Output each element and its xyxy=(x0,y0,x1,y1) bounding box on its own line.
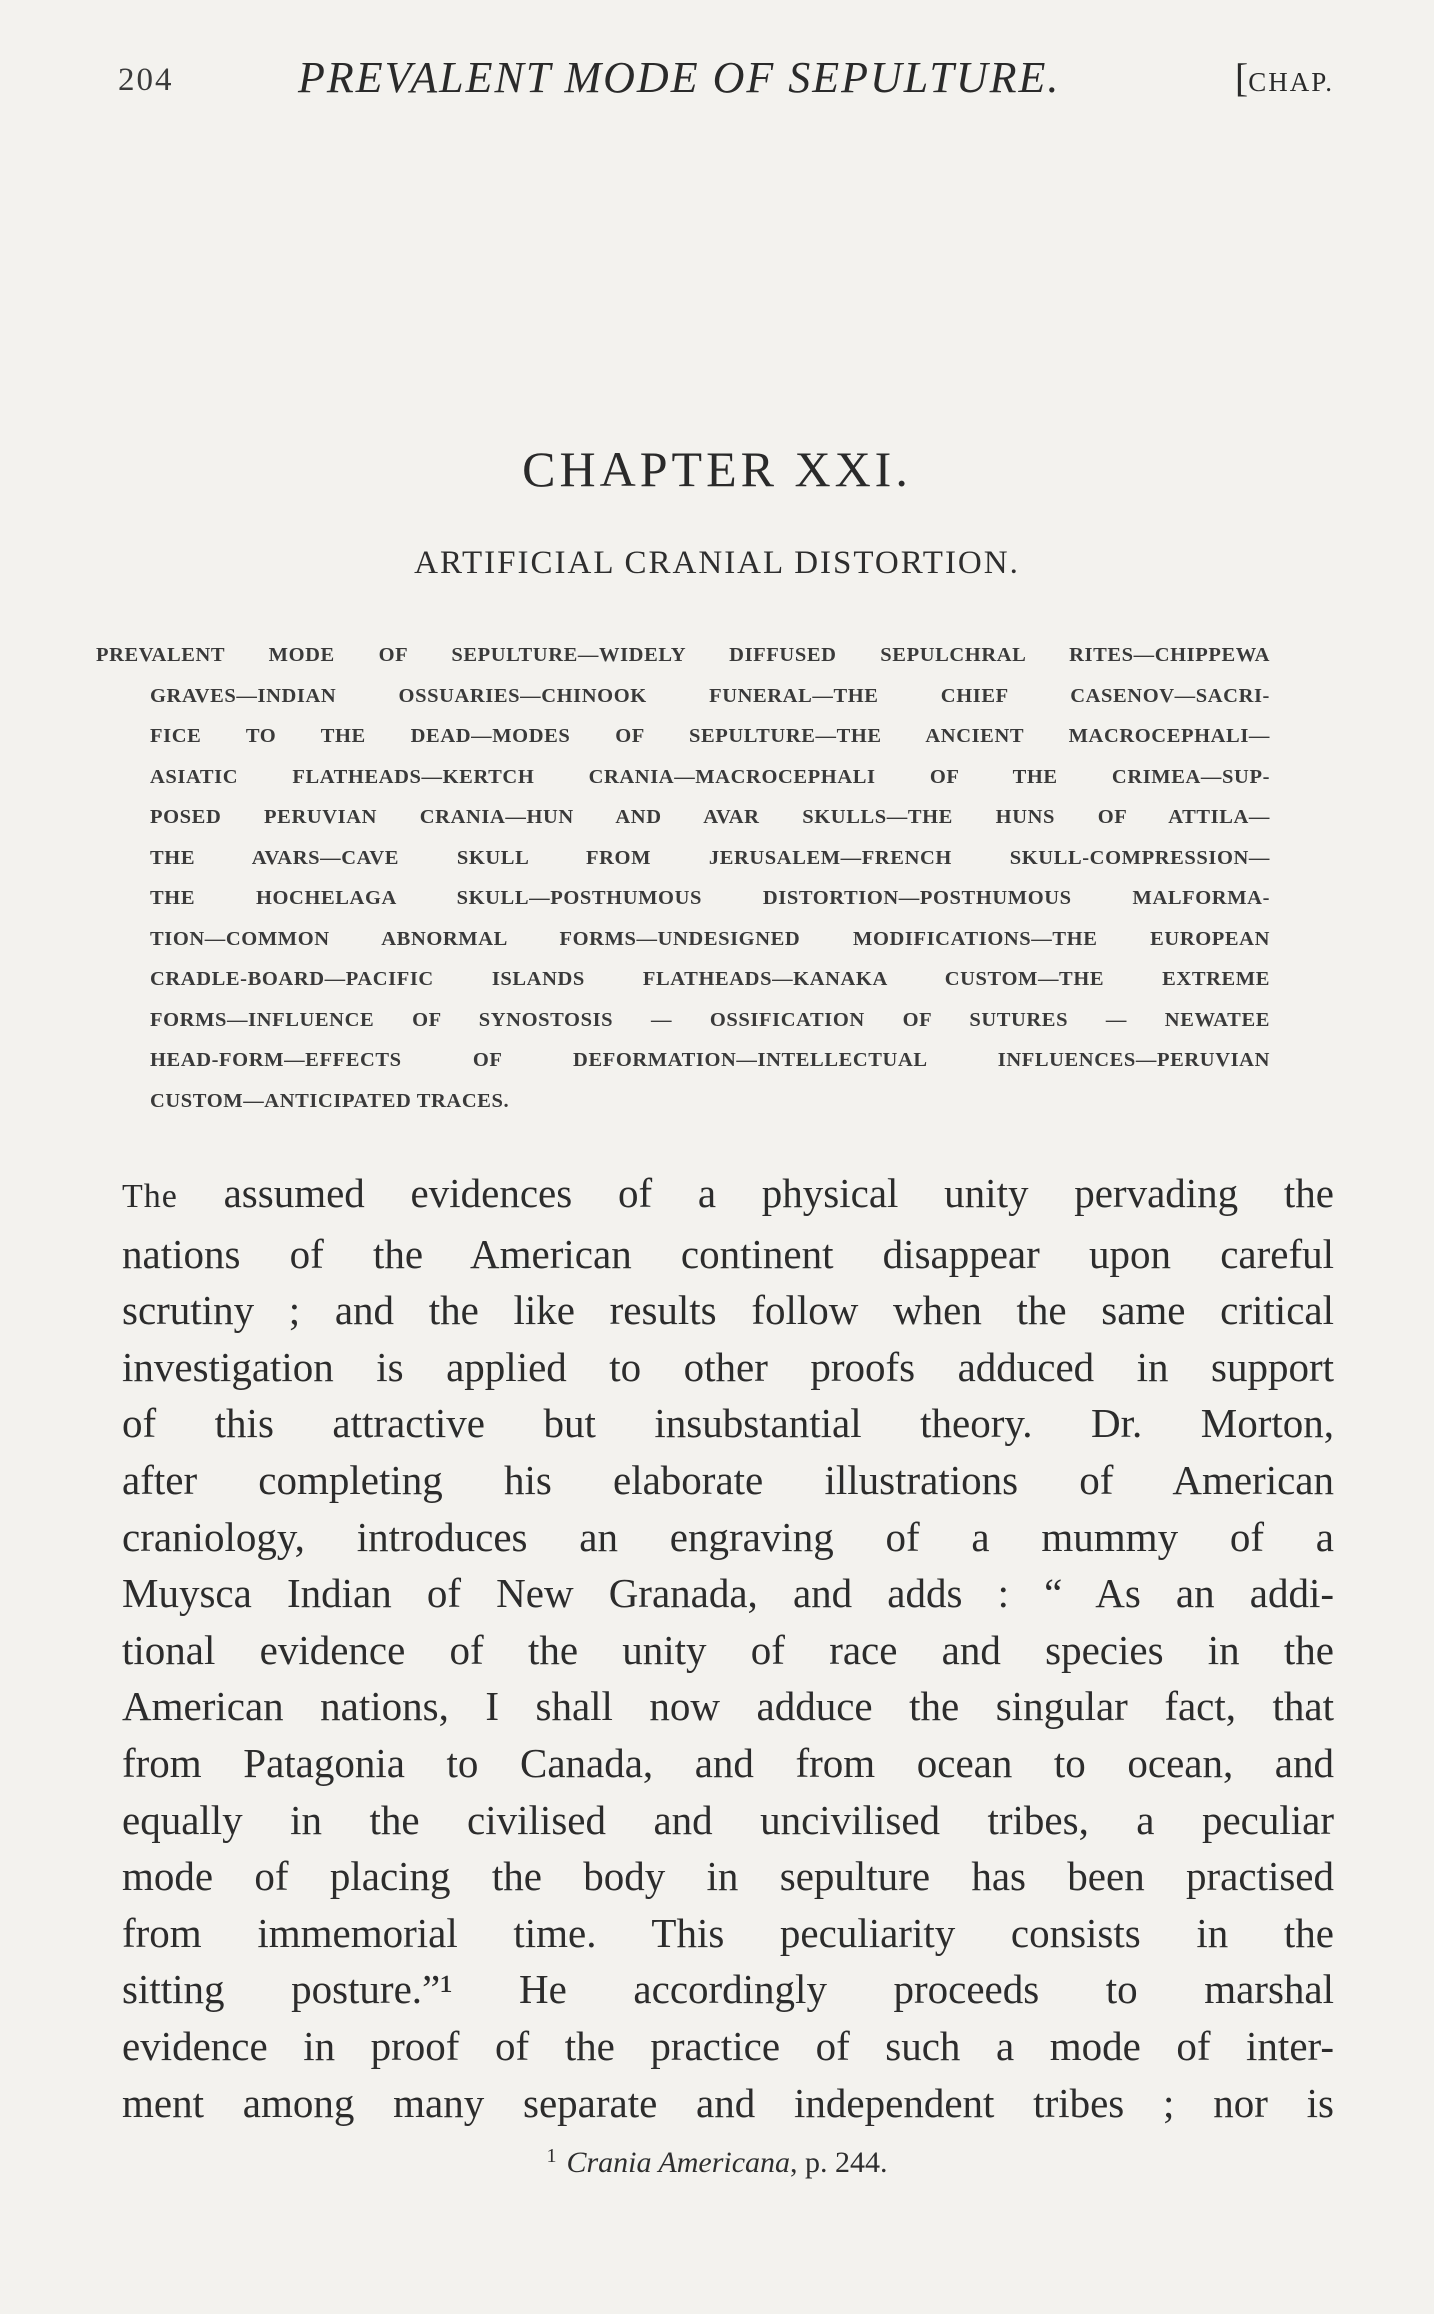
body-line: evidence in proof of the practice of such a mode of inter- xyxy=(122,2022,1334,2069)
running-title: PREVALENT MODE OF SEPULTURE. xyxy=(298,53,1061,102)
footnote-text: , p. 244. xyxy=(790,2146,888,2179)
body-line: investigation is applied to other proofs adduced in support xyxy=(122,1343,1334,1390)
drop-word: The xyxy=(122,1178,178,1215)
body-line: after completing his elaborate illustrations of American xyxy=(122,1456,1334,1503)
synopsis-line: THE AVARS—CAVE SKULL FROM JERUSALEM—FRENCH SKULL-COMPRESSION— xyxy=(150,846,1270,869)
synopsis-line: HEAD-FORM—EFFECTS OF DEFORMATION—INTELLECTUAL INFLUENCES—PERUVIAN xyxy=(150,1049,1270,1071)
body-line-text: assumed evidences of a physical unity pervading the xyxy=(177,1170,1334,1216)
body-line: American nations, I shall now adduce the singular fact, that xyxy=(122,1683,1334,1730)
footnote-title: Crania Americana xyxy=(566,2146,791,2179)
body-line xyxy=(122,1165,1334,1226)
chap-bracket: [ xyxy=(1234,55,1249,100)
body-paragraph xyxy=(122,1165,1334,2131)
body-line: from immemorial time. This peculiarity consists in the xyxy=(122,1909,1334,1956)
body-line: scrutiny ; and the like results follow when the same critical xyxy=(122,1287,1334,1334)
chapter-subtitle: ARTIFICIAL CRANIAL DISTORTION. xyxy=(414,545,1020,581)
body-line: craniology, introduces an engraving of a mummy of a xyxy=(122,1513,1334,1560)
synopsis-line: THE HOCHELAGA SKULL—POSTHUMOUS DISTORTION—POSTHUMOUS MALFORMA- xyxy=(150,887,1270,909)
page-number: 204 xyxy=(118,62,174,98)
body-line: nations of the American continent disappear upon careful xyxy=(122,1230,1334,1277)
body-line: equally in the civilised and uncivilised tribes, a peculiar xyxy=(122,1796,1334,1843)
synopsis-line: CRADLE-BOARD—PACIFIC ISLANDS FLATHEADS—KANAKA CUSTOM—THE EXTREME xyxy=(150,968,1270,990)
running-head xyxy=(118,52,1334,112)
running-chapter-label xyxy=(1235,54,1334,101)
synopsis-line: PREVALENT MODE OF SEPULTURE—WIDELY DIFFUSED SEPULCHRAL RITES—CHIPPEWA xyxy=(96,644,1270,666)
body-line: of this attractive but insubstantial theory. Dr. Morton, xyxy=(122,1400,1334,1447)
footnote xyxy=(0,2145,1434,2180)
synopsis-line: ASIATIC FLATHEADS—KERTCH CRANIA—MACROCEPHALI OF THE CRIMEA—SUP- xyxy=(150,765,1270,788)
chapter-synopsis xyxy=(96,635,1270,1121)
body-line: ment among many separate and independent tribes ; nor is xyxy=(122,2079,1334,2126)
synopsis-line: GRAVES—INDIAN OSSUARIES—CHINOOK FUNERAL—THE CHIEF CASENOV—SACRI- xyxy=(150,684,1270,707)
synopsis-line: TION—COMMON ABNORMAL FORMS—UNDESIGNED MODIFICATIONS—THE EUROPEAN xyxy=(150,927,1270,950)
body-line: tional evidence of the unity of race and species in the xyxy=(122,1626,1334,1673)
body-line: from Patagonia to Canada, and from ocean to ocean, and xyxy=(122,1739,1334,1786)
footnote-marker: 1 xyxy=(546,2145,557,2167)
synopsis-line: FICE TO THE DEAD—MODES OF SEPULTURE—THE ANCIENT MACROCEPHALI— xyxy=(150,725,1270,747)
synopsis-line: FORMS—INFLUENCE OF SYNOSTOSIS — OSSIFICATION OF SUTURES — NEWATEE xyxy=(150,1008,1270,1031)
chap-text: CHAP. xyxy=(1248,67,1334,97)
body-line: mode of placing the body in sepulture has been practised xyxy=(122,1853,1334,1900)
synopsis-line: CUSTOM—ANTICIPATED TRACES. xyxy=(150,1089,510,1112)
chapter-title: CHAPTER XXI. xyxy=(522,441,912,497)
synopsis-line: POSED PERUVIAN CRANIA—HUN AND AVAR SKULLS—THE HUNS OF ATTILA— xyxy=(150,806,1270,828)
body-line: sitting posture.”¹ He accordingly proceeds to marshal xyxy=(122,1966,1334,2013)
body-line: Muysca Indian of New Granada, and adds : “ As an addi- xyxy=(122,1570,1334,1617)
